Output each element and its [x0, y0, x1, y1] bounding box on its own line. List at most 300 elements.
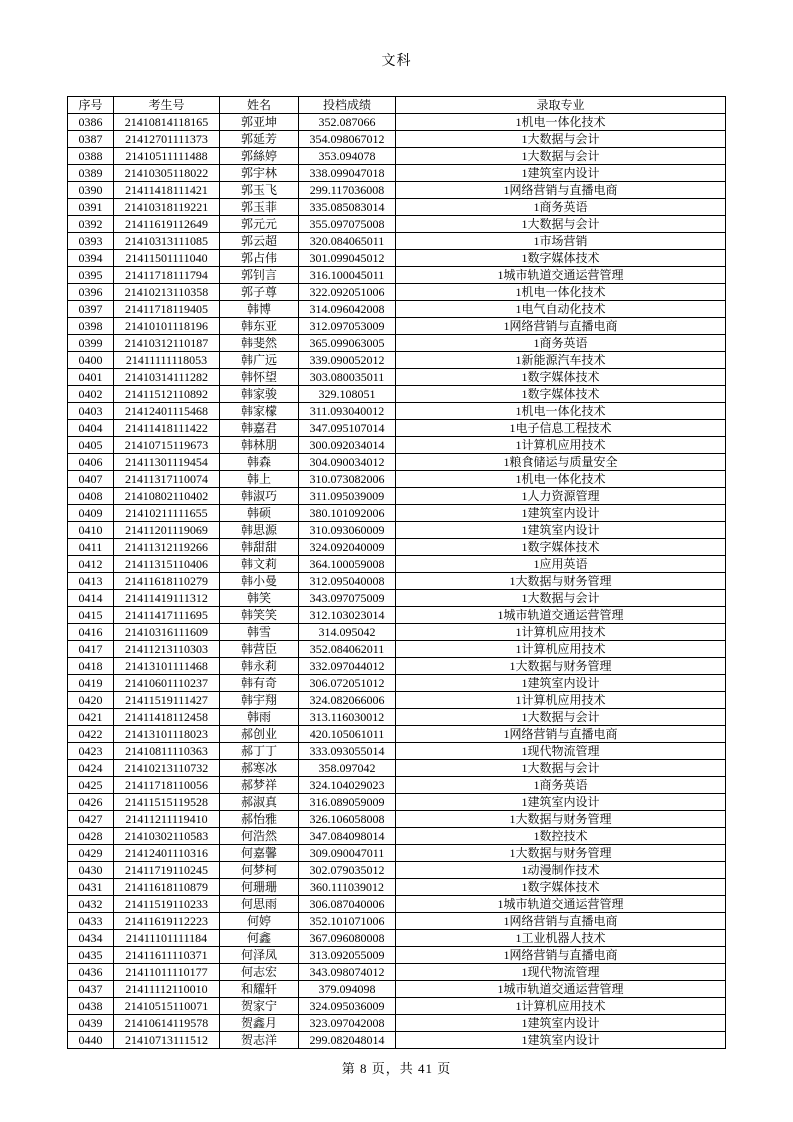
cell-major: 1计算机应用技术 [396, 624, 726, 641]
cell-seq: 0432 [68, 896, 114, 913]
cell-score: 347.084098014 [299, 828, 396, 845]
cell-seq: 0427 [68, 811, 114, 828]
header-name: 姓名 [220, 97, 299, 114]
cell-major: 1大数据与会计 [396, 760, 726, 777]
cell-major: 1大数据与会计 [396, 590, 726, 607]
cell-major: 1电子信息工程技术 [396, 420, 726, 437]
cell-seq: 0410 [68, 522, 114, 539]
cell-candidate-no: 21411501111040 [114, 250, 220, 267]
cell-candidate-no: 21411718110056 [114, 777, 220, 794]
cell-major: 1现代物流管理 [396, 964, 726, 981]
cell-major: 1计算机应用技术 [396, 692, 726, 709]
cell-score: 320.084065011 [299, 233, 396, 250]
cell-seq: 0422 [68, 726, 114, 743]
cell-candidate-no: 21411111118053 [114, 352, 220, 369]
cell-candidate-no: 21411619112223 [114, 913, 220, 930]
cell-seq: 0404 [68, 420, 114, 437]
table-row [68, 301, 726, 318]
table-row [68, 131, 726, 148]
cell-seq: 0391 [68, 199, 114, 216]
cell-score: 379.094098 [299, 981, 396, 998]
page-title: 文科 [381, 54, 412, 69]
cell-major: 1大数据与财务管理 [396, 573, 726, 590]
cell-name: 韩笑 [220, 590, 299, 607]
cell-score: 309.090047011 [299, 845, 396, 862]
table-row [68, 964, 726, 981]
cell-score: 302.079035012 [299, 862, 396, 879]
cell-score: 335.085083014 [299, 199, 396, 216]
cell-seq: 0390 [68, 182, 114, 199]
table-row [68, 199, 726, 216]
table-row [68, 998, 726, 1015]
cell-name: 郭云超 [220, 233, 299, 250]
table-row [68, 930, 726, 947]
cell-major: 1网络营销与直播电商 [396, 947, 726, 964]
cell-score: 339.090052012 [299, 352, 396, 369]
page-footer: 第 8 页，共 41 页 [341, 1061, 452, 1076]
cell-candidate-no: 21412401115468 [114, 403, 220, 420]
table-row [68, 454, 726, 471]
table-row [68, 335, 726, 352]
cell-major: 1大数据与会计 [396, 148, 726, 165]
cell-major: 1人力资源管理 [396, 488, 726, 505]
cell-seq: 0388 [68, 148, 114, 165]
table-row [68, 318, 726, 335]
cell-score: 353.094078 [299, 148, 396, 165]
cell-candidate-no: 21410302110583 [114, 828, 220, 845]
table-row [68, 148, 726, 165]
cell-name: 韩家骏 [220, 386, 299, 403]
cell-name: 何浩然 [220, 828, 299, 845]
cell-seq: 0440 [68, 1032, 114, 1049]
cell-name: 何思雨 [220, 896, 299, 913]
cell-seq: 0439 [68, 1015, 114, 1032]
cell-major: 1机电一体化技术 [396, 114, 726, 131]
cell-name: 郭亚坤 [220, 114, 299, 131]
table-row [68, 284, 726, 301]
cell-name: 韩博 [220, 301, 299, 318]
cell-candidate-no: 21412401110316 [114, 845, 220, 862]
cell-score: 358.097042 [299, 760, 396, 777]
cell-name: 郝梦祥 [220, 777, 299, 794]
cell-major: 1网络营销与直播电商 [396, 182, 726, 199]
cell-score: 380.101092006 [299, 505, 396, 522]
cell-candidate-no: 21410713111512 [114, 1032, 220, 1049]
cell-major: 1大数据与会计 [396, 709, 726, 726]
cell-seq: 0435 [68, 947, 114, 964]
cell-seq: 0393 [68, 233, 114, 250]
cell-score: 355.097075008 [299, 216, 396, 233]
cell-candidate-no: 21410101118196 [114, 318, 220, 335]
cell-seq: 0396 [68, 284, 114, 301]
cell-seq: 0402 [68, 386, 114, 403]
cell-name: 韩宇翔 [220, 692, 299, 709]
cell-name: 何嘉馨 [220, 845, 299, 862]
table-row [68, 828, 726, 845]
cell-name: 郭占伟 [220, 250, 299, 267]
header-score: 投档成绩 [299, 97, 396, 114]
table-row [68, 811, 726, 828]
cell-name: 何鑫 [220, 930, 299, 947]
cell-score: 333.093055014 [299, 743, 396, 760]
cell-score: 306.072051012 [299, 675, 396, 692]
cell-name: 韩雪 [220, 624, 299, 641]
cell-name: 郭宇林 [220, 165, 299, 182]
cell-seq: 0433 [68, 913, 114, 930]
cell-major: 1建筑室内设计 [396, 522, 726, 539]
cell-name: 贺鑫月 [220, 1015, 299, 1032]
table-row [68, 726, 726, 743]
cell-major: 1数字媒体技术 [396, 879, 726, 896]
cell-major: 1数字媒体技术 [396, 369, 726, 386]
cell-major: 1大数据与财务管理 [396, 845, 726, 862]
cell-major: 1大数据与会计 [396, 131, 726, 148]
cell-major: 1大数据与财务管理 [396, 658, 726, 675]
cell-score: 310.073082006 [299, 471, 396, 488]
cell-major: 1数字媒体技术 [396, 250, 726, 267]
cell-candidate-no: 21410312110187 [114, 335, 220, 352]
cell-major: 1城市轨道交通运营管理 [396, 981, 726, 998]
cell-seq: 0418 [68, 658, 114, 675]
cell-name: 何珊珊 [220, 879, 299, 896]
cell-candidate-no: 21410511111488 [114, 148, 220, 165]
cell-major: 1计算机应用技术 [396, 998, 726, 1015]
cell-name: 韩淑巧 [220, 488, 299, 505]
cell-name: 韩上 [220, 471, 299, 488]
cell-seq: 0395 [68, 267, 114, 284]
cell-name: 韩文莉 [220, 556, 299, 573]
cell-score: 324.092040009 [299, 539, 396, 556]
cell-name: 韩广远 [220, 352, 299, 369]
cell-seq: 0400 [68, 352, 114, 369]
table-row [68, 556, 726, 573]
table-row [68, 539, 726, 556]
cell-score: 306.087040006 [299, 896, 396, 913]
table-row [68, 879, 726, 896]
cell-name: 韩雨 [220, 709, 299, 726]
cell-seq: 0412 [68, 556, 114, 573]
cell-seq: 0411 [68, 539, 114, 556]
cell-name: 郝创业 [220, 726, 299, 743]
cell-name: 韩斐然 [220, 335, 299, 352]
cell-candidate-no: 21411512110892 [114, 386, 220, 403]
cell-name: 郝丁丁 [220, 743, 299, 760]
cell-name: 韩甜甜 [220, 539, 299, 556]
cell-candidate-no: 21411418111421 [114, 182, 220, 199]
table-row [68, 216, 726, 233]
cell-score: 352.101071006 [299, 913, 396, 930]
cell-candidate-no: 21410213110358 [114, 284, 220, 301]
cell-score: 343.097075009 [299, 590, 396, 607]
cell-candidate-no: 21411112110010 [114, 981, 220, 998]
cell-score: 311.095039009 [299, 488, 396, 505]
cell-score: 343.098074012 [299, 964, 396, 981]
table-row [68, 845, 726, 862]
cell-seq: 0420 [68, 692, 114, 709]
cell-candidate-no: 21411515119528 [114, 794, 220, 811]
table-row [68, 777, 726, 794]
cell-seq: 0438 [68, 998, 114, 1015]
cell-candidate-no: 21410601110237 [114, 675, 220, 692]
cell-score: 338.099047018 [299, 165, 396, 182]
cell-name: 郭玉飞 [220, 182, 299, 199]
cell-candidate-no: 21410305118022 [114, 165, 220, 182]
cell-candidate-no: 21410314111282 [114, 369, 220, 386]
cell-major: 1电气自动化技术 [396, 301, 726, 318]
cell-major: 1粮食储运与质量安全 [396, 454, 726, 471]
cell-candidate-no: 21411312119266 [114, 539, 220, 556]
cell-candidate-no: 21411719110245 [114, 862, 220, 879]
table-row [68, 624, 726, 641]
cell-major: 1动漫制作技术 [396, 862, 726, 879]
cell-score: 324.104029023 [299, 777, 396, 794]
cell-candidate-no: 21411519110233 [114, 896, 220, 913]
cell-seq: 0398 [68, 318, 114, 335]
cell-candidate-no: 21410318119221 [114, 199, 220, 216]
cell-major: 1大数据与财务管理 [396, 811, 726, 828]
cell-candidate-no: 21411211119410 [114, 811, 220, 828]
header-candidate-no: 考生号 [114, 97, 220, 114]
cell-name: 郭元元 [220, 216, 299, 233]
cell-candidate-no: 21413101118023 [114, 726, 220, 743]
cell-name: 韩有奇 [220, 675, 299, 692]
table-row [68, 607, 726, 624]
cell-seq: 0389 [68, 165, 114, 182]
cell-major: 1商务英语 [396, 199, 726, 216]
cell-candidate-no: 21411201119069 [114, 522, 220, 539]
cell-candidate-no: 21410211111655 [114, 505, 220, 522]
table-row [68, 760, 726, 777]
cell-name: 韩家檬 [220, 403, 299, 420]
cell-candidate-no: 21411101111184 [114, 930, 220, 947]
table-row [68, 505, 726, 522]
table-row [68, 947, 726, 964]
table-row [68, 692, 726, 709]
table-row [68, 590, 726, 607]
table-row [68, 658, 726, 675]
cell-score: 303.080035011 [299, 369, 396, 386]
table-row [68, 369, 726, 386]
table-row [68, 386, 726, 403]
cell-score: 299.082048014 [299, 1032, 396, 1049]
cell-major: 1网络营销与直播电商 [396, 913, 726, 930]
cell-score: 313.116030012 [299, 709, 396, 726]
header-major: 录取专业 [396, 97, 726, 114]
cell-major: 1建筑室内设计 [396, 794, 726, 811]
cell-candidate-no: 21411618110279 [114, 573, 220, 590]
cell-major: 1建筑室内设计 [396, 1032, 726, 1049]
cell-seq: 0430 [68, 862, 114, 879]
cell-name: 贺志洋 [220, 1032, 299, 1049]
cell-candidate-no: 21410515110071 [114, 998, 220, 1015]
cell-major: 1商务英语 [396, 777, 726, 794]
table-row [68, 488, 726, 505]
table-row [68, 420, 726, 437]
cell-major: 1机电一体化技术 [396, 403, 726, 420]
cell-score: 420.105061011 [299, 726, 396, 743]
table-row [68, 1032, 726, 1049]
cell-major: 1城市轨道交通运营管理 [396, 607, 726, 624]
cell-major: 1新能源汽车技术 [396, 352, 726, 369]
cell-candidate-no: 21411718119405 [114, 301, 220, 318]
cell-name: 郭延芳 [220, 131, 299, 148]
cell-major: 1计算机应用技术 [396, 437, 726, 454]
cell-seq: 0407 [68, 471, 114, 488]
cell-seq: 0437 [68, 981, 114, 998]
cell-seq: 0429 [68, 845, 114, 862]
cell-major: 1数字媒体技术 [396, 386, 726, 403]
cell-major: 1现代物流管理 [396, 743, 726, 760]
cell-score: 324.082066006 [299, 692, 396, 709]
cell-candidate-no: 21410213110732 [114, 760, 220, 777]
table-row [68, 114, 726, 131]
cell-name: 和耀轩 [220, 981, 299, 998]
cell-candidate-no: 21411011110177 [114, 964, 220, 981]
cell-name: 何梦柯 [220, 862, 299, 879]
cell-seq: 0406 [68, 454, 114, 471]
cell-major: 1机电一体化技术 [396, 471, 726, 488]
cell-name: 韩嘉君 [220, 420, 299, 437]
cell-candidate-no: 21411417111695 [114, 607, 220, 624]
table-row [68, 913, 726, 930]
cell-name: 郭钊言 [220, 267, 299, 284]
cell-score: 367.096080008 [299, 930, 396, 947]
table-row [68, 182, 726, 199]
cell-score: 314.096042008 [299, 301, 396, 318]
cell-major: 1计算机应用技术 [396, 641, 726, 658]
cell-candidate-no: 21410814118165 [114, 114, 220, 131]
table-row [68, 522, 726, 539]
cell-major: 1市场营销 [396, 233, 726, 250]
cell-candidate-no: 21411315110406 [114, 556, 220, 573]
cell-score: 324.095036009 [299, 998, 396, 1015]
table-row [68, 471, 726, 488]
cell-candidate-no: 21413101111468 [114, 658, 220, 675]
cell-name: 韩营臣 [220, 641, 299, 658]
cell-major: 1机电一体化技术 [396, 284, 726, 301]
cell-name: 郭絲婷 [220, 148, 299, 165]
cell-score: 364.100059008 [299, 556, 396, 573]
cell-seq: 0392 [68, 216, 114, 233]
cell-major: 1网络营销与直播电商 [396, 726, 726, 743]
cell-candidate-no: 21410811110363 [114, 743, 220, 760]
cell-score: 354.098067012 [299, 131, 396, 148]
cell-score: 326.106058008 [299, 811, 396, 828]
cell-seq: 0394 [68, 250, 114, 267]
cell-score: 310.093060009 [299, 522, 396, 539]
cell-major: 1工业机器人技术 [396, 930, 726, 947]
cell-seq: 0421 [68, 709, 114, 726]
cell-seq: 0419 [68, 675, 114, 692]
cell-seq: 0413 [68, 573, 114, 590]
table-row [68, 165, 726, 182]
cell-seq: 0428 [68, 828, 114, 845]
cell-name: 何泽凤 [220, 947, 299, 964]
cell-seq: 0424 [68, 760, 114, 777]
cell-name: 韩东亚 [220, 318, 299, 335]
cell-major: 1城市轨道交通运营管理 [396, 267, 726, 284]
table-row [68, 437, 726, 454]
table-row [68, 896, 726, 913]
cell-score: 360.111039012 [299, 879, 396, 896]
cell-major: 1数字媒体技术 [396, 539, 726, 556]
table-row [68, 675, 726, 692]
cell-major: 1建筑室内设计 [396, 675, 726, 692]
table-row [68, 981, 726, 998]
cell-score: 300.092034014 [299, 437, 396, 454]
cell-major: 1大数据与会计 [396, 216, 726, 233]
cell-major: 1商务英语 [396, 335, 726, 352]
cell-name: 贺家宁 [220, 998, 299, 1015]
cell-name: 韩永莉 [220, 658, 299, 675]
cell-name: 郭玉菲 [220, 199, 299, 216]
cell-candidate-no: 21411213110303 [114, 641, 220, 658]
cell-candidate-no: 21410715119673 [114, 437, 220, 454]
cell-seq: 0426 [68, 794, 114, 811]
cell-score: 312.097053009 [299, 318, 396, 335]
cell-score: 323.097042008 [299, 1015, 396, 1032]
header-seq: 序号 [68, 97, 114, 114]
cell-score: 365.099063005 [299, 335, 396, 352]
cell-seq: 0415 [68, 607, 114, 624]
cell-candidate-no: 21411718111794 [114, 267, 220, 284]
cell-candidate-no: 21410313111085 [114, 233, 220, 250]
table-row [68, 794, 726, 811]
cell-score: 347.095107014 [299, 420, 396, 437]
cell-name: 韩思源 [220, 522, 299, 539]
cell-seq: 0397 [68, 301, 114, 318]
table-row [68, 862, 726, 879]
cell-score: 312.103023014 [299, 607, 396, 624]
cell-seq: 0423 [68, 743, 114, 760]
cell-name: 郝怡雅 [220, 811, 299, 828]
cell-seq: 0403 [68, 403, 114, 420]
cell-candidate-no: 21410316111609 [114, 624, 220, 641]
cell-candidate-no: 21411618110879 [114, 879, 220, 896]
cell-candidate-no: 21411418111422 [114, 420, 220, 437]
cell-name: 韩林朋 [220, 437, 299, 454]
table-row [68, 403, 726, 420]
cell-seq: 0414 [68, 590, 114, 607]
cell-seq: 0409 [68, 505, 114, 522]
table-row [68, 743, 726, 760]
cell-major: 1建筑室内设计 [396, 165, 726, 182]
cell-name: 韩森 [220, 454, 299, 471]
cell-seq: 0408 [68, 488, 114, 505]
cell-name: 郭子尊 [220, 284, 299, 301]
table-header-row [68, 97, 726, 114]
cell-seq: 0405 [68, 437, 114, 454]
cell-score: 301.099045012 [299, 250, 396, 267]
cell-name: 韩小曼 [220, 573, 299, 590]
cell-name: 郝淑真 [220, 794, 299, 811]
cell-score: 329.108051 [299, 386, 396, 403]
cell-name: 韩硕 [220, 505, 299, 522]
cell-seq: 0401 [68, 369, 114, 386]
cell-seq: 0425 [68, 777, 114, 794]
cell-name: 何婷 [220, 913, 299, 930]
cell-name: 韩笑笑 [220, 607, 299, 624]
cell-seq: 0399 [68, 335, 114, 352]
cell-candidate-no: 21412701111373 [114, 131, 220, 148]
cell-major: 1应用英语 [396, 556, 726, 573]
cell-name: 何志宏 [220, 964, 299, 981]
cell-candidate-no: 21411301119454 [114, 454, 220, 471]
cell-candidate-no: 21411419111312 [114, 590, 220, 607]
cell-score: 352.084062011 [299, 641, 396, 658]
cell-candidate-no: 21411619112649 [114, 216, 220, 233]
cell-score: 311.093040012 [299, 403, 396, 420]
